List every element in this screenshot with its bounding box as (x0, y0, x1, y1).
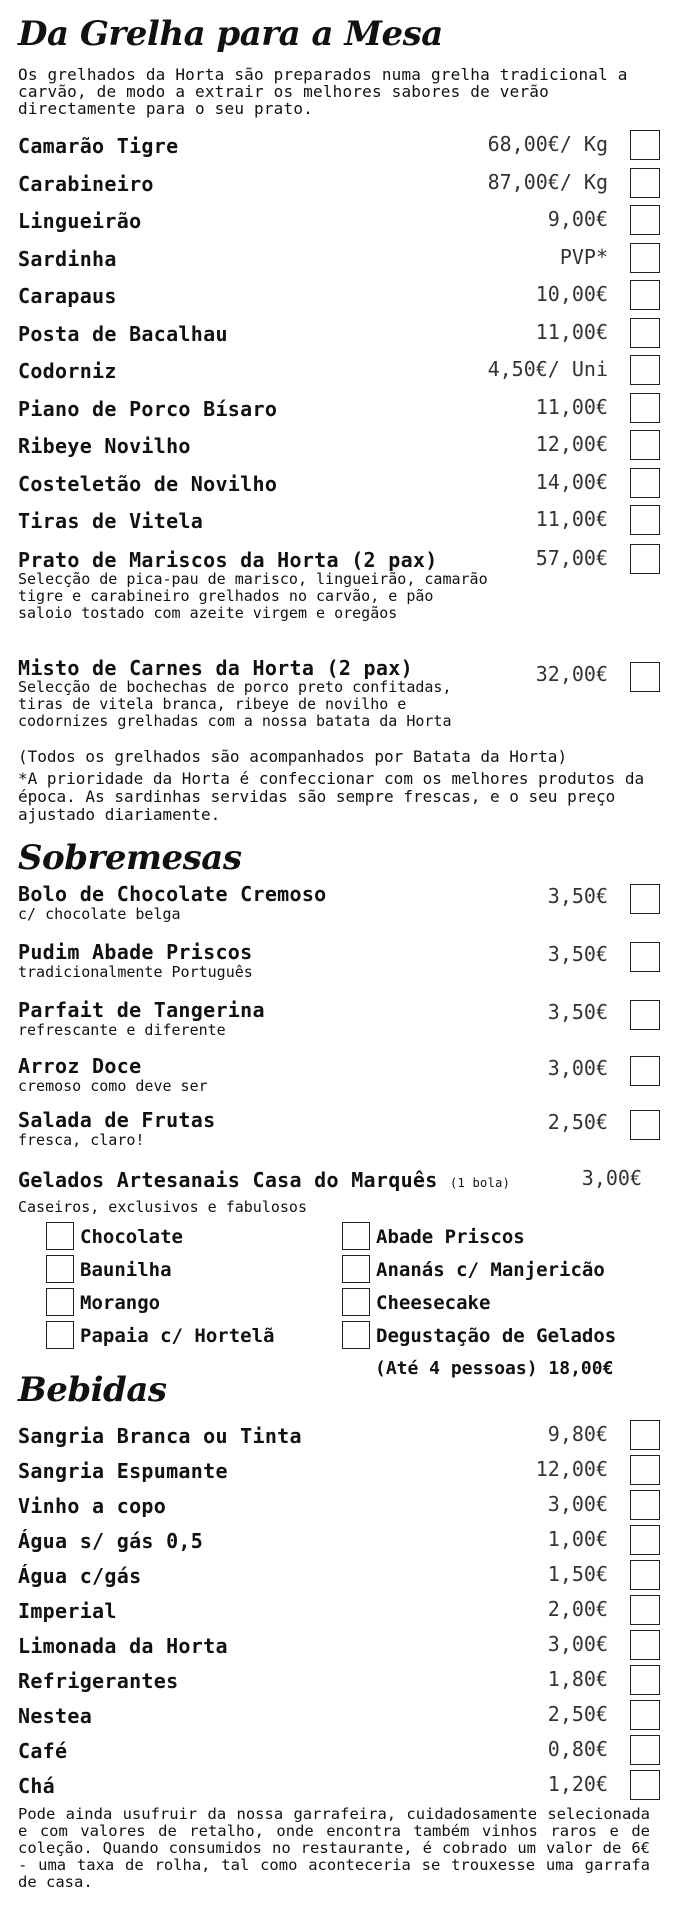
item-price: 12,00€ (535, 1457, 608, 1481)
menu-item (18, 430, 660, 462)
item-price: 1,80€ (547, 1667, 608, 1691)
menu-item (18, 130, 660, 162)
menu-item (18, 998, 660, 1039)
menu-item (18, 355, 660, 387)
item-price: 11,00€ (535, 394, 608, 419)
item-name: Posta de Bacalhau (18, 321, 228, 346)
item-price: 2,50€ (547, 1110, 608, 1134)
order-checkbox[interactable] (630, 1525, 660, 1555)
gelados-description: Caseiros, exclusivos e fabulosos (18, 1198, 307, 1216)
item-price: 4,50€/ Uni (487, 357, 608, 381)
menu-item (18, 1490, 660, 1522)
menu-item (18, 243, 660, 275)
order-checkbox[interactable] (630, 544, 660, 574)
order-checkbox[interactable] (630, 1420, 660, 1450)
item-name: Chá (18, 1774, 56, 1798)
item-price: 3,00€ (581, 1166, 642, 1190)
menu-item (18, 1525, 660, 1557)
item-name: Pudim Abade Priscos (18, 940, 253, 964)
order-checkbox[interactable] (630, 468, 660, 498)
item-name: Nestea (18, 1704, 93, 1728)
menu-item (18, 1770, 660, 1802)
menu-item (18, 1595, 660, 1627)
item-description: refrescante e diferente (18, 1021, 226, 1039)
item-name: Café (18, 1739, 68, 1763)
order-checkbox[interactable] (630, 168, 660, 198)
grill-intro: Os grelhados da Horta são preparados numa grelha tradicional a carvão, de modo a extrair os melhores sabores de verão directamente para o seu prato. (18, 65, 628, 118)
item-name: Piano de Porco Bísaro (18, 396, 278, 421)
menu-item (18, 544, 660, 622)
item-name: Carapaus (18, 284, 117, 308)
order-checkbox[interactable] (630, 1735, 660, 1765)
menu-item (18, 1054, 660, 1095)
order-checkbox[interactable] (630, 130, 660, 160)
order-checkbox[interactable] (630, 1056, 660, 1086)
flavour-label: Morango (80, 1292, 161, 1314)
menu-item (18, 1455, 660, 1487)
item-price: PVP* (559, 244, 608, 269)
item-name: Sardinha (18, 246, 117, 271)
item-name: Água s/ gás 0,5 (18, 1529, 204, 1553)
item-name: Codorniz (18, 359, 117, 383)
menu-item (18, 1108, 660, 1149)
order-checkbox[interactable] (630, 1630, 660, 1660)
drinks-section-title: Bebidas (18, 1370, 167, 1410)
flavour-label: Papaia c/ Hortelã (80, 1325, 275, 1347)
item-price: 57,00€ (535, 546, 608, 570)
grill-section-title: Da Grelha para a Mesa (18, 14, 443, 54)
order-checkbox[interactable] (630, 942, 660, 972)
order-checkbox[interactable] (630, 1560, 660, 1590)
menu-item (18, 1735, 660, 1767)
item-price: 68,00€/ Kg (487, 132, 608, 156)
item-price: 9,80€ (547, 1422, 608, 1446)
item-price: 11,00€ (535, 507, 608, 531)
order-checkbox[interactable] (630, 662, 660, 692)
item-name: Gelados Artesanais Casa do Marquês (1 bola) (18, 1168, 511, 1192)
item-price: 87,00€/ Kg (487, 169, 608, 194)
menu-item (18, 1420, 660, 1452)
item-name: Costeletão de Novilho (18, 471, 278, 496)
wine-cellar-note: Pode ainda usufruir da nossa garrafeira, cuidadosamente selecionada e com valores de retalho, onde encontra também vinhos raros e de coleção. Quando consumidos no restaurante, é cobrado um valor de 6€ - uma taxa de rolha, tal como aconteceria se trouxesse uma garrafa de casa. (18, 1805, 650, 1891)
item-price: 3,50€ (547, 884, 608, 908)
item-price: 3,50€ (547, 1000, 608, 1024)
menu-item (18, 940, 660, 981)
item-name: Imperial (18, 1599, 117, 1623)
menu-item (18, 168, 660, 200)
order-checkbox[interactable] (630, 393, 660, 423)
flavour-checkbox[interactable] (342, 1255, 370, 1283)
item-price: 10,00€ (535, 282, 608, 306)
menu-item (18, 1700, 660, 1732)
item-name: Bolo de Chocolate Cremoso (18, 882, 327, 906)
flavour-checkbox[interactable] (342, 1222, 370, 1250)
item-price: 1,00€ (547, 1527, 608, 1551)
item-name: Vinho a copo (18, 1494, 167, 1518)
item-price: 0,80€ (547, 1737, 608, 1761)
order-checkbox[interactable] (630, 1455, 660, 1485)
flavour-label: Cheesecake (376, 1292, 491, 1314)
order-checkbox[interactable] (630, 1665, 660, 1695)
order-checkbox[interactable] (630, 1595, 660, 1625)
menu-item (18, 468, 660, 500)
item-price: 3,00€ (547, 1632, 608, 1656)
item-price: 2,50€ (547, 1702, 608, 1726)
order-checkbox[interactable] (630, 1770, 660, 1800)
menu-item (18, 1630, 660, 1662)
item-description: Selecção de pica-pau de marisco, lingueirão, camarão tigre e carabineiro grelhados no carvão, e pão saloio tostado com azeite virgem e oregãos (18, 570, 488, 622)
item-name: Camarão Tigre (18, 134, 179, 158)
item-price: 1,50€ (547, 1562, 608, 1586)
menu-item (18, 318, 660, 350)
order-checkbox[interactable] (630, 1700, 660, 1730)
item-name: Arroz Doce (18, 1054, 142, 1078)
item-price: 3,00€ (547, 1056, 608, 1080)
order-checkbox[interactable] (630, 280, 660, 310)
item-name: Misto de Carnes da Horta (2 pax) (18, 656, 413, 680)
item-price: 3,50€ (547, 942, 608, 966)
item-price: 14,00€ (535, 469, 608, 494)
item-name: Carabineiro (18, 171, 154, 196)
item-name: Água c/gás (18, 1564, 142, 1588)
item-name: Tiras de Vitela (18, 509, 204, 533)
order-checkbox[interactable] (630, 318, 660, 348)
order-checkbox[interactable] (630, 430, 660, 460)
order-checkbox[interactable] (630, 884, 660, 914)
menu-item (18, 280, 660, 312)
flavour-label: Baunilha (80, 1259, 172, 1281)
gelados-item (18, 1164, 660, 1196)
item-name: Sangria Espumante (18, 1459, 228, 1483)
item-name: Prato de Mariscos da Horta (2 pax) (18, 548, 438, 572)
item-price: 1,20€ (547, 1772, 608, 1796)
item-price: 2,00€ (547, 1597, 608, 1621)
flavour-label: Abade Priscos (376, 1226, 525, 1248)
flavour-label: Chocolate (80, 1226, 183, 1248)
flavour-label: Ananás c/ Manjericão (376, 1259, 605, 1281)
tasting-note: (Até 4 pessoas) 18,00€ (375, 1358, 614, 1379)
item-price: 32,00€ (535, 662, 608, 686)
order-checkbox[interactable] (630, 243, 660, 273)
flavour-checkbox[interactable] (46, 1222, 74, 1250)
menu-item (18, 1560, 660, 1592)
menu-item (18, 652, 660, 730)
menu-item (18, 205, 660, 237)
item-name: Parfait de Tangerina (18, 998, 265, 1022)
item-name: Refrigerantes (18, 1669, 179, 1693)
item-quantity: (1 bola) (449, 1176, 511, 1190)
order-checkbox[interactable] (630, 1110, 660, 1140)
menu-item (18, 393, 660, 425)
item-description: tradicionalmente Português (18, 963, 253, 981)
item-price: 9,00€ (547, 207, 608, 231)
item-description: c/ chocolate belga (18, 905, 181, 923)
menu-item (18, 1665, 660, 1697)
menu-item (18, 505, 660, 537)
item-description: fresca, claro! (18, 1131, 145, 1149)
item-name: Lingueirão (18, 209, 142, 233)
flavour-checkbox[interactable] (342, 1321, 370, 1349)
item-description: cremoso como deve ser (18, 1077, 208, 1095)
order-checkbox[interactable] (630, 1000, 660, 1030)
item-price: 11,00€ (535, 319, 608, 344)
item-description: Selecção de bochechas de porco preto confitadas, tiras de vitela branca, ribeye de novilho e codornizes grelhadas com a nossa batata da Horta (18, 678, 452, 730)
order-checkbox[interactable] (630, 355, 660, 385)
side-dish-note: (Todos os grelhados são acompanhados por Batata da Horta) (18, 747, 568, 766)
seasonal-note: *A prioridade da Horta é confeccionar com os melhores produtos da época. As sardinhas servidas são sempre frescas, e o seu preço ajustado diariamente. (18, 769, 645, 824)
item-name: Limonada da Horta (18, 1634, 228, 1658)
flavour-checkbox[interactable] (46, 1255, 74, 1283)
item-price: 3,00€ (547, 1492, 608, 1516)
flavour-checkbox[interactable] (46, 1321, 74, 1349)
item-price: 12,00€ (535, 432, 608, 456)
menu-item (18, 882, 660, 923)
item-name: Sangria Branca ou Tinta (18, 1424, 302, 1448)
item-name: Salada de Frutas (18, 1108, 216, 1132)
flavour-checkbox[interactable] (342, 1288, 370, 1316)
flavour-checkbox[interactable] (46, 1288, 74, 1316)
item-name: Ribeye Novilho (18, 434, 191, 458)
order-checkbox[interactable] (630, 1490, 660, 1520)
order-checkbox[interactable] (630, 505, 660, 535)
flavour-label: Degustação de Gelados (376, 1325, 617, 1347)
desserts-section-title: Sobremesas (18, 838, 242, 878)
order-checkbox[interactable] (630, 205, 660, 235)
